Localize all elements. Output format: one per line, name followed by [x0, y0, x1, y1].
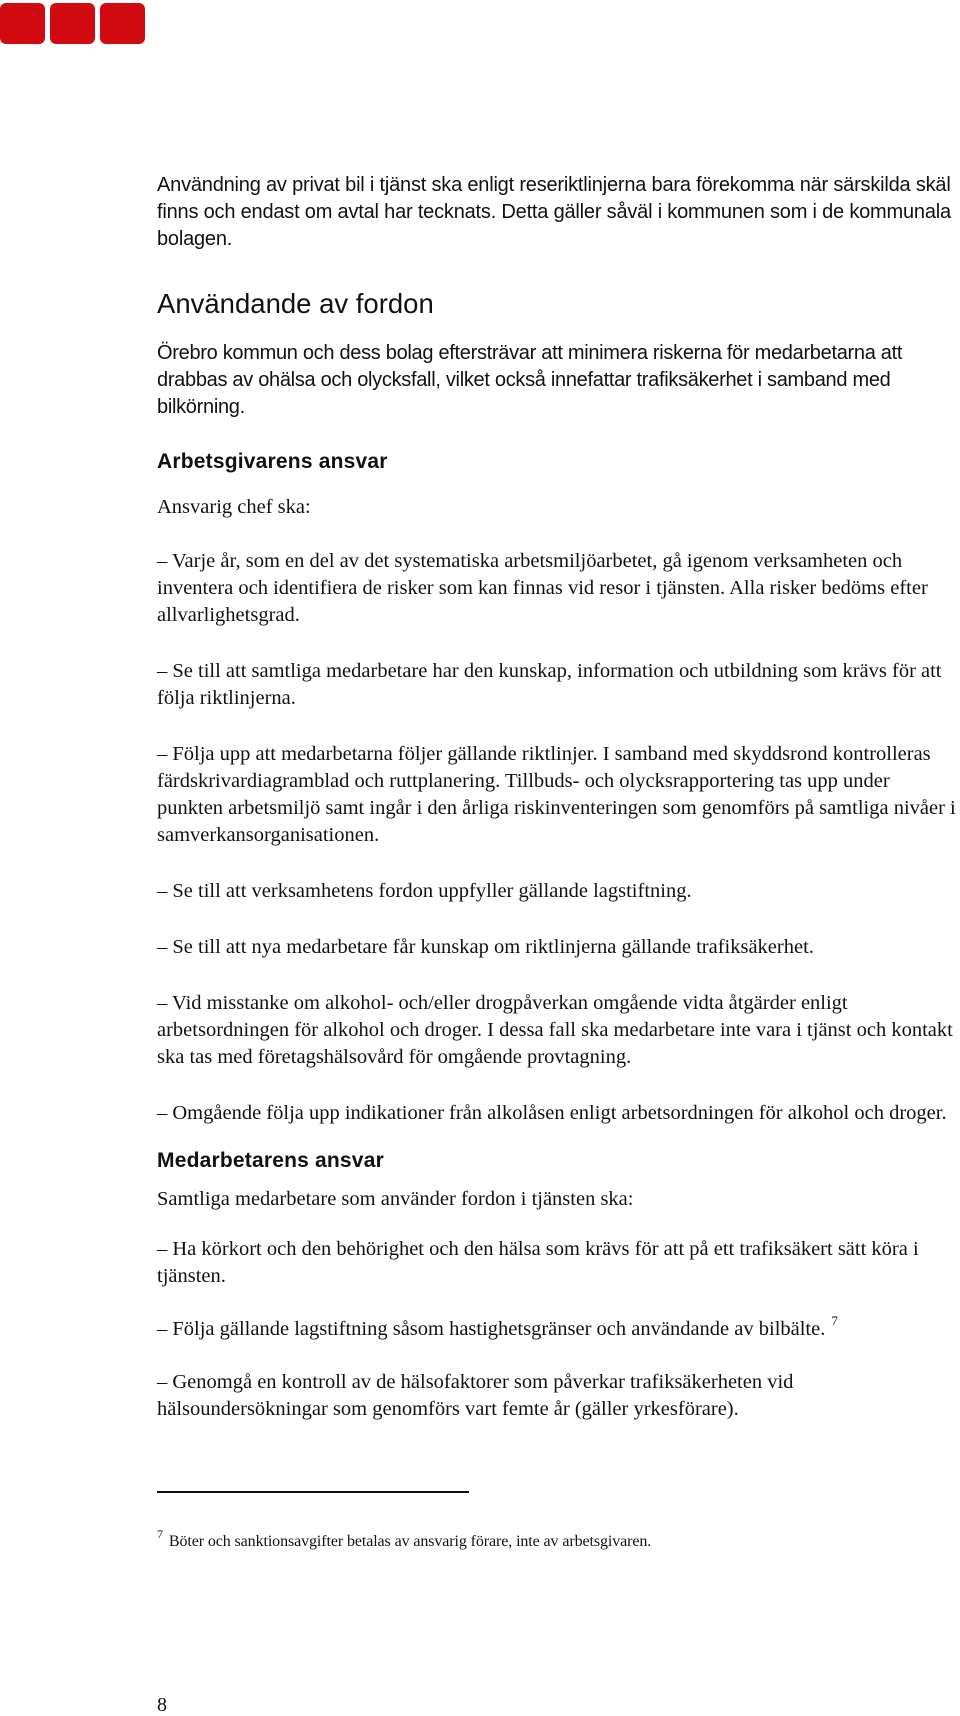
intro-paragraph: Användning av privat bil i tjänst ska enligt reseriktlinjerna bara förekomma när särskilda skäl finns och endast om avtal har tecknats. Detta gäller såväl i kommunen som i de kommunala bolagen.	[157, 174, 951, 250]
section-title: Användande av fordon	[157, 288, 434, 319]
logo-block	[100, 3, 145, 44]
document-body	[157, 172, 957, 1423]
footnote-number: 7	[157, 1527, 163, 1541]
list-item	[157, 1313, 957, 1343]
list-item: – Genomgå en kontroll av de hälsofaktorer som påverkar trafiksäkerheten vid hälsoundersökningar som genomförs vart femte år (gäller yrkesförare).	[157, 1371, 794, 1420]
footnote	[157, 1527, 652, 1552]
list-item: – Omgående följa upp indikationer från alkolåsen enligt arbetsordningen för alkohol och droger.	[157, 1102, 947, 1124]
list-item: – Ha körkort och den behörighet och den hälsa som krävs för att på ett trafiksäkert sätt köra i tjänsten.	[157, 1238, 919, 1287]
footnote-separator	[157, 1491, 469, 1493]
employee-lead: Samtliga medarbetare som använder fordon i tjänsten ska:	[157, 1188, 634, 1210]
page-number: 8	[157, 1694, 167, 1716]
section-paragraph: Örebro kommun och dess bolag eftersträvar att minimera riskerna för medarbetarna att drabbas av ohälsa och olycksfall, vilket också innefattar trafiksäkerhet i samband med bilkörning.	[157, 342, 903, 418]
list-item-text: – Följa gällande lagstiftning såsom hastighetsgränser och användande av bilbälte.	[157, 1318, 826, 1340]
list-item: – Varje år, som en del av det systematiska arbetsmiljöarbetet, gå igenom verksamheten och inventera och identifiera de risker som kan finnas vid resor i tjänsten. Alla risker bedöms efter allvarlighetsgrad.	[157, 550, 928, 626]
employer-heading: Arbetsgivarens ansvar	[157, 450, 388, 473]
brand-logo	[0, 3, 145, 44]
employer-lead: Ansvarig chef ska:	[157, 496, 311, 518]
employee-heading: Medarbetarens ansvar	[157, 1149, 384, 1172]
list-item: – Följa upp att medarbetarna följer gällande riktlinjer. I samband med skyddsrond kontrolleras färdskrivardiagramblad och ruttplanering. Tillbuds- och olycksrapportering tas upp under punkten arbetsmiljö samt ingår i den årliga riskinventeringen som genomförs på samtliga nivåer i samverkansorganisationen.	[157, 743, 956, 846]
footnote-reference[interactable]: 7	[831, 1313, 838, 1328]
logo-block	[0, 3, 45, 44]
list-item: – Vid misstanke om alkohol- och/eller drogpåverkan omgående vidta åtgärder enligt arbetsordningen för alkohol och droger. I dessa fall ska medarbetare inte vara i tjänst och kontakt ska tas med företagshälsovård för omgående provtagning.	[157, 992, 953, 1068]
list-item: – Se till att samtliga medarbetare har den kunskap, information och utbildning som krävs för att följa riktlinjerna.	[157, 660, 942, 709]
list-item: – Se till att verksamhetens fordon uppfyller gällande lagstiftning.	[157, 880, 692, 902]
footnote-text: Böter och sanktionsavgifter betalas av ansvarig förare, inte av arbetsgivaren.	[168, 1533, 652, 1550]
list-item: – Se till att nya medarbetare får kunskap om riktlinjerna gällande trafiksäkerhet.	[157, 936, 814, 958]
logo-block	[50, 3, 95, 44]
